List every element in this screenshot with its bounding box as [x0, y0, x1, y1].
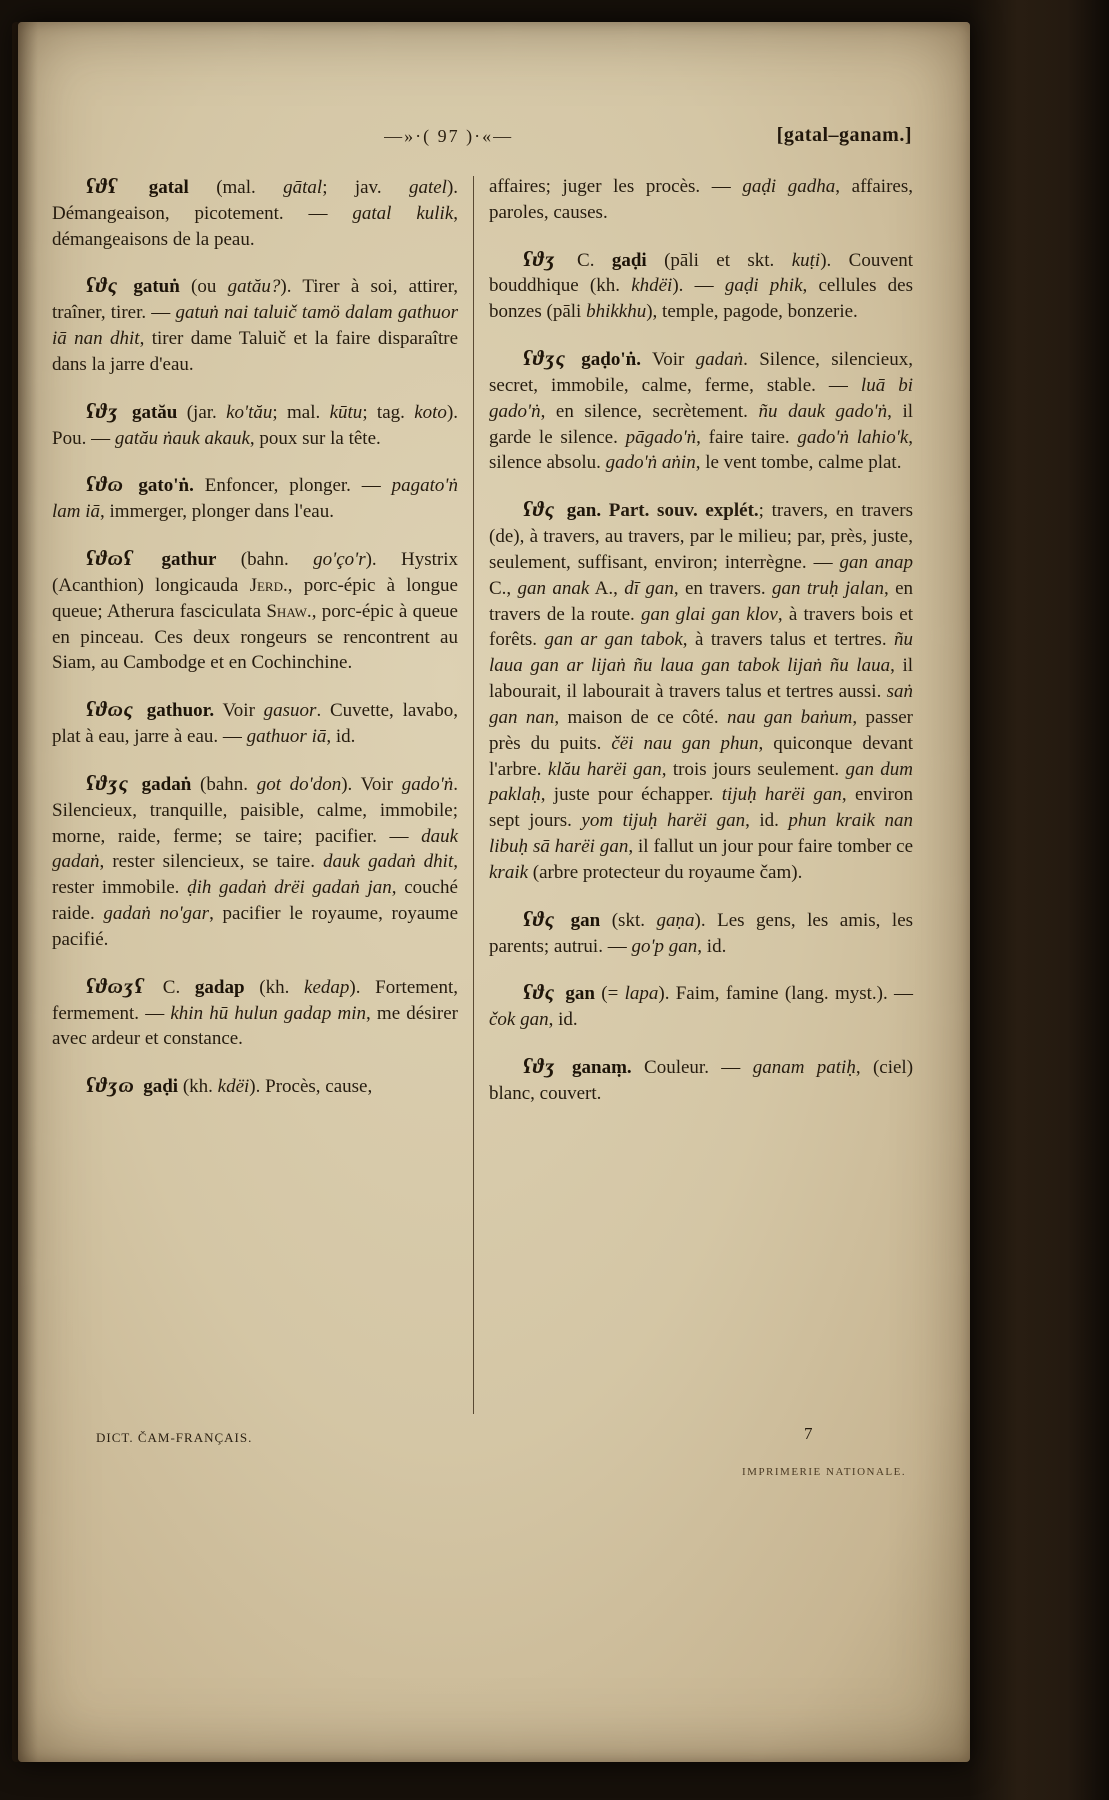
entry-text: (bahn. go'ço'r). Hystrix (Acanthion) longicauda Jerd., porc-épic à longue queue; Atherura fasciculata Shaw., porc-épic à queue en pinceau. Ces deux rongeurs se rencontrent au Siam, au Cambodge et en Cochinchine. [52, 549, 459, 674]
entry-text: (jar. ko'tău; mal. kūtu; tag. koto). Pou. — gatău ṅauk akauk, poux sur la tête. [52, 401, 459, 449]
entry-gatun [52, 271, 458, 377]
cham-script-icon: ʕϑς [86, 273, 119, 298]
cham-script-icon: ʕϑʒ [86, 398, 119, 423]
entry-gan-travers [489, 495, 913, 885]
column-divider-rule [473, 176, 474, 1414]
cham-script-icon: ʕϑʒς [523, 346, 566, 371]
scanned-page [18, 22, 970, 1762]
cham-script-icon: ʕϑʒɷ [86, 1073, 135, 1098]
text-columns [52, 172, 916, 1414]
entry-gan-gens [489, 905, 913, 960]
cham-script-icon: ʕϑɷ [86, 472, 124, 497]
entry-text: Voir gadaṅ. Silence, silencieux, secret, immobile, calme, ferme, stable. — luā bi gado'ṅ, en silence, secrètement. ñu dauk gado'ṅ, il garde le silence. pāgado'ṅ, faire taire. gado'ṅ lahio'k, silence absolu. gado'ṅ aṅin, le vent tombe, calme plat. [489, 349, 913, 474]
headword: gan [565, 983, 595, 1005]
headword: gatuṅ [133, 276, 180, 298]
signature-line: DICT. ČAM-FRANÇAIS. [96, 1430, 253, 1445]
printer-imprint: IMPRIMERIE NATIONALE. [742, 1466, 907, 1478]
scan-edge-shadow [969, 0, 1109, 1800]
cham-script-icon: ʕϑʒς [86, 770, 129, 795]
headword: gaḍi [143, 1076, 179, 1098]
headword: gatău [131, 401, 178, 423]
headword: gathuor. [146, 700, 215, 722]
entry-text: (bahn. got do'don). Voir gado'ṅ. Silencieux, tranquille, paisible, calme, immobile; morne, raide, ferme; se taire; pacifier. — dauk gadaṅ, rester silencieux, se taire. dauk gadaṅ dhit, rester immobile. ḍih gadaṅ drëi gadaṅ jan, couché raide. gadaṅ no'gar, pacifier le royaume, royaume pacifié. [52, 773, 459, 950]
entry-text: (mal. gātal; jav. gatel). Démangeaison, picotement. — gatal kulik, démangeaisons de la peau. [52, 177, 459, 250]
left-column [52, 172, 458, 1100]
entry-class-label: C. [162, 976, 181, 998]
entry-text: (pāli et skt. kuṭi). Couvent bouddhique (kh. khdëi). — gaḍi phik, cellules des bonzes (pāli bhikkhu), temple, pagode, bonzerie. [489, 249, 914, 323]
headword: gadaṅ [141, 773, 192, 795]
entry-text: Part. souv. explét.; travers, en travers (de), à travers, au travers, par le milieu; par, près, juste, seulement, suffisant, environ; interrègne. — gan anap C., gan anak A., dī gan, en travers. gan truḥ jalan, en travers de la route. gan glai gan klov, à travers bois et forêts. gan ar gan tabok, à travers talus et tertres. ñu laua gan ar lijaṅ ñu laua gan tabok lijaṅ ñu laua, il labourait, il labourait à travers talus et tertres aussi. saṅ gan nan, maison de ce côté. nau gan baṅum, passer près du puits. čëi nau gan phun, quiconque devant l'arbre. klău harëi gan, trois jours seulement. gan dum paklaḥ, juste pour échapper. tijuḥ harëi gan, environ sept jours. yom tijuḥ harëi gan, id. phun kraik nan libuḥ sā harëi gan, il fallut un jour pour faire tomber ce kraik (arbre protecteur du royaume čam). [489, 500, 914, 883]
headword: ganaṃ. [572, 1057, 632, 1079]
headword: gathur [161, 549, 217, 571]
entry-gadi [52, 1071, 458, 1100]
running-title: [gatal–ganam.] [776, 124, 912, 146]
entry-gadan [52, 769, 458, 953]
entry-class-label: C. [577, 249, 595, 271]
cham-script-icon: ʕϑς [523, 906, 556, 931]
cham-script-icon: ʕϑς [523, 980, 556, 1005]
headword: gan. [566, 500, 602, 522]
entry-gadi-continuation [489, 174, 913, 226]
entry-gaton [52, 470, 458, 525]
cham-script-icon: ʕϑʒ [523, 246, 556, 271]
page-number: —»·( 97 )·«— [384, 126, 514, 146]
entry-text: (kh. kdëi). Procès, cause, [182, 1076, 373, 1098]
sheet-number: 7 [804, 1424, 813, 1443]
headword: gaḍo'ṅ. [581, 349, 641, 371]
entry-gatal [52, 172, 458, 252]
entry-text: (kh. kedap). Fortement, fermement. — khin hū hulun gadap min, me désirer avec ardeur et constance. [52, 976, 458, 1050]
entry-gadi-couvent [489, 245, 913, 325]
right-column [489, 172, 913, 1107]
entry-gadon [489, 344, 913, 476]
headword: gatal [148, 177, 189, 198]
entry-text: (= lapa). Faim, famine (lang. myst.). — čok gan, id. [489, 983, 914, 1031]
cham-script-icon: ʕϑɷς [86, 697, 134, 722]
entry-text: Enfoncer, plonger. — pagato'ṅ lam iā, immerger, plonger dans l'eau. [52, 475, 458, 523]
headword: gadap [194, 976, 245, 998]
headword: gan [570, 909, 601, 931]
entry-ganam [489, 1052, 913, 1107]
entry-gatau [52, 397, 458, 452]
entry-text: (skt. gaṇa). Les gens, les amis, les parents; autrui. — go'p gan, id. [489, 909, 914, 957]
scan-shadow-left [12, 22, 38, 1762]
entry-text: Couleur. — ganam patiḥ, (ciel) blanc, couvert. [489, 1057, 914, 1104]
cham-script-icon: ʕϑʒ [523, 1054, 556, 1079]
entry-gadap [52, 972, 458, 1052]
entry-gan-faim [489, 978, 913, 1033]
entry-gathuor [52, 695, 458, 750]
cham-script-icon: ʕϑʕ [86, 174, 118, 198]
entry-gathur [52, 544, 458, 676]
page-header [54, 126, 912, 156]
entry-text: Voir gasuor. Cuvette, lavabo, plat à eau, jarre à eau. — gathuor iā, id. [52, 700, 458, 748]
entry-text: (ou gatău?). Tirer à soi, attirer, traîner, tirer. — gatuṅ nai taluič tamö dalam gathuor iā nan dhit, tirer dame Taluič et la faire disparaître dans la jarre d'eau. [52, 276, 459, 375]
headword: gaḍi [611, 249, 647, 271]
cham-script-icon: ʕϑς [523, 497, 556, 522]
entry-text: affaires; juger les procès. — gaḍi gadha, affaires, paroles, causes. [489, 176, 913, 223]
headword: gato'ṅ. [138, 475, 194, 497]
cham-script-icon: ʕϑɷʒʕ [86, 973, 145, 998]
cham-script-icon: ʕϑɷʕ [86, 546, 134, 571]
